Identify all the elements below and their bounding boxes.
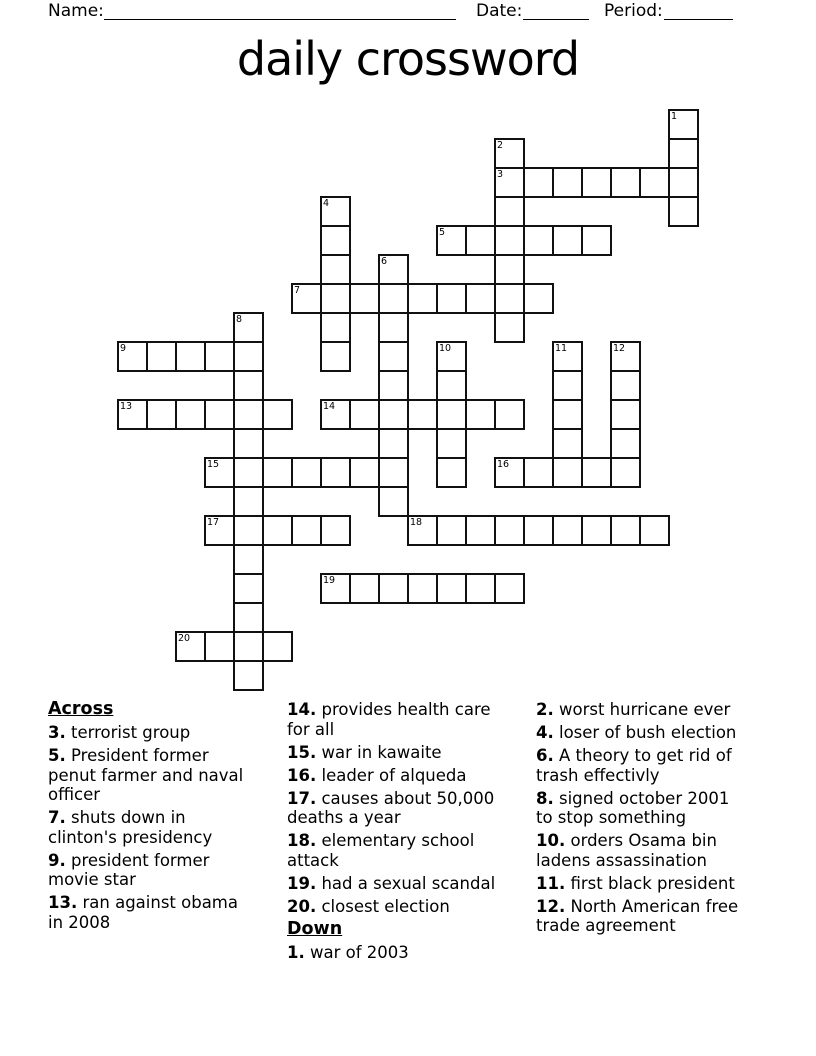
clue-number: 3. xyxy=(48,723,66,742)
grid-cell[interactable] xyxy=(233,370,264,401)
grid-cell[interactable] xyxy=(465,515,496,546)
grid-cell[interactable] xyxy=(436,370,467,401)
grid-cell[interactable] xyxy=(552,515,583,546)
grid-cell[interactable] xyxy=(378,283,409,314)
clue-across-16: 16. leader of alqueda xyxy=(287,765,467,785)
clue-column-2 xyxy=(287,700,512,966)
grid-cell-9[interactable] xyxy=(117,341,148,372)
grid-cell[interactable] xyxy=(146,399,177,430)
cell-number: 7 xyxy=(294,285,301,296)
grid-cell[interactable] xyxy=(233,486,264,517)
cell-number: 16 xyxy=(497,459,510,470)
clue-down-2: 2. worst hurricane ever xyxy=(536,700,731,719)
cell-number: 6 xyxy=(381,256,388,267)
grid-cell[interactable] xyxy=(233,341,264,372)
clue-down-8: 8. signed october 2001 to stop something xyxy=(536,788,730,827)
grid-cell[interactable] xyxy=(639,167,670,198)
clue-across-5: 5. President former penut farmer and naval officer xyxy=(48,746,244,804)
grid-cell-14[interactable] xyxy=(320,399,351,430)
grid-cell[interactable] xyxy=(668,167,699,198)
grid-cell[interactable] xyxy=(668,138,699,169)
cell-number: 19 xyxy=(323,575,336,586)
grid-cell-5[interactable] xyxy=(436,225,467,256)
grid-cell-7[interactable] xyxy=(291,283,322,314)
grid-cell-17[interactable] xyxy=(204,515,235,546)
grid-cell[interactable] xyxy=(378,573,409,604)
crossword-grid xyxy=(117,109,699,691)
clue-number: 14. xyxy=(287,700,317,719)
grid-cell[interactable] xyxy=(204,631,235,662)
clue-column-3 xyxy=(536,700,740,939)
grid-cell[interactable] xyxy=(610,515,641,546)
grid-cell[interactable] xyxy=(436,428,467,459)
grid-cell[interactable] xyxy=(233,631,264,662)
grid-cell[interactable] xyxy=(581,167,612,198)
date-label: Date: xyxy=(476,1,523,21)
name-blank-line[interactable] xyxy=(104,2,456,20)
period-blank-line[interactable] xyxy=(664,2,733,20)
grid-cell[interactable] xyxy=(204,341,235,372)
cell-number: 10 xyxy=(439,343,452,354)
clue-number: 13. xyxy=(48,893,78,912)
clue-down-12: 12. North American free trade agreement xyxy=(536,896,739,935)
grid-cell[interactable] xyxy=(436,573,467,604)
grid-cell[interactable] xyxy=(233,544,264,575)
grid-cell-10[interactable] xyxy=(436,341,467,372)
grid-cell[interactable] xyxy=(639,515,670,546)
grid-cell[interactable] xyxy=(378,457,409,488)
period-label: Period: xyxy=(604,1,663,21)
cell-number: 5 xyxy=(439,227,446,238)
clue-down-6: 6. A theory to get rid of trash effectivly xyxy=(536,746,732,785)
clue-number: 19. xyxy=(287,873,317,893)
grid-cell[interactable] xyxy=(407,283,438,314)
grid-cell[interactable] xyxy=(552,399,583,430)
grid-cell-15[interactable] xyxy=(204,457,235,488)
clue-across-13: 13. ran against obama in 2008 xyxy=(48,893,238,932)
grid-cell[interactable] xyxy=(610,428,641,459)
grid-cell[interactable] xyxy=(291,515,322,546)
clue-number: 4. xyxy=(536,723,554,742)
clue-number: 17. xyxy=(287,788,317,808)
grid-cell[interactable] xyxy=(610,370,641,401)
grid-cell[interactable] xyxy=(552,225,583,256)
grid-cell[interactable] xyxy=(610,457,641,488)
cell-number: 11 xyxy=(555,343,568,354)
grid-cell[interactable] xyxy=(436,457,467,488)
grid-cell[interactable] xyxy=(146,341,177,372)
clue-number: 8. xyxy=(536,788,554,808)
grid-cell[interactable] xyxy=(262,631,293,662)
cell-number: 12 xyxy=(613,343,626,354)
grid-cell[interactable] xyxy=(262,399,293,430)
cell-number: 13 xyxy=(120,401,133,412)
clue-number: 5. xyxy=(48,746,66,765)
grid-cell[interactable] xyxy=(175,399,206,430)
clue-number: 16. xyxy=(287,765,317,785)
grid-cell[interactable] xyxy=(552,370,583,401)
grid-cell[interactable] xyxy=(523,457,554,488)
clue-number: 12. xyxy=(536,896,566,916)
grid-cell[interactable] xyxy=(233,573,264,604)
clue-across-19: 19. had a sexual scandal xyxy=(287,873,496,893)
grid-cell[interactable] xyxy=(291,457,322,488)
clue-across-18: 18. elementary school attack xyxy=(287,831,475,870)
grid-cell[interactable] xyxy=(320,515,351,546)
grid-cell[interactable] xyxy=(262,457,293,488)
grid-cell-1[interactable] xyxy=(668,109,699,140)
cell-number: 17 xyxy=(207,517,220,528)
grid-cell-16[interactable] xyxy=(494,457,525,488)
clue-number: 20. xyxy=(287,896,317,916)
grid-cell-4[interactable] xyxy=(320,196,351,227)
cell-number: 2 xyxy=(497,140,504,151)
grid-cell[interactable] xyxy=(436,283,467,314)
grid-cell[interactable] xyxy=(233,428,264,459)
grid-cell[interactable] xyxy=(378,312,409,343)
grid-cell[interactable] xyxy=(349,283,380,314)
clue-number: 11. xyxy=(536,873,566,893)
grid-cell[interactable] xyxy=(378,486,409,517)
grid-cell[interactable] xyxy=(523,167,554,198)
clue-down-10: 10. orders Osama bin ladens assassination xyxy=(536,831,717,870)
grid-cell[interactable] xyxy=(175,341,206,372)
grid-cell[interactable] xyxy=(378,399,409,430)
grid-cell[interactable] xyxy=(494,283,525,314)
grid-cell[interactable] xyxy=(378,370,409,401)
clue-across-20: 20. closest election xyxy=(287,896,450,916)
clue-across-3: 3. terrorist group xyxy=(48,723,191,742)
cell-number: 1 xyxy=(671,111,678,122)
grid-cell[interactable] xyxy=(436,399,467,430)
across-heading: Across xyxy=(48,699,114,719)
grid-cell[interactable] xyxy=(494,196,525,227)
grid-cell[interactable] xyxy=(523,283,554,314)
grid-cell[interactable] xyxy=(320,225,351,256)
clue-across-14: 14. provides health care for all xyxy=(287,700,491,739)
date-blank-line[interactable] xyxy=(523,2,589,20)
clue-number: 2. xyxy=(536,700,554,719)
cell-number: 18 xyxy=(410,517,423,528)
cell-number: 9 xyxy=(120,343,127,354)
grid-cell[interactable] xyxy=(494,225,525,256)
grid-cell[interactable] xyxy=(349,399,380,430)
cell-number: 8 xyxy=(236,314,243,325)
grid-cell[interactable] xyxy=(233,660,264,691)
clue-number: 15. xyxy=(287,742,317,762)
grid-cell[interactable] xyxy=(523,225,554,256)
grid-cell[interactable] xyxy=(581,515,612,546)
grid-cell[interactable] xyxy=(465,225,496,256)
grid-cell-19[interactable] xyxy=(320,573,351,604)
clue-column-1 xyxy=(48,700,248,936)
grid-cell[interactable] xyxy=(407,573,438,604)
cell-number: 20 xyxy=(178,633,191,644)
grid-cell-8[interactable] xyxy=(233,312,264,343)
grid-cell[interactable] xyxy=(465,283,496,314)
grid-cell-6[interactable] xyxy=(378,254,409,285)
grid-cell[interactable] xyxy=(262,515,293,546)
clue-down-4: 4. loser of bush election xyxy=(536,723,737,742)
grid-cell[interactable] xyxy=(320,341,351,372)
grid-cell[interactable] xyxy=(494,573,525,604)
grid-cell[interactable] xyxy=(349,573,380,604)
grid-cell[interactable] xyxy=(378,428,409,459)
grid-cell[interactable] xyxy=(204,399,235,430)
grid-cell-13[interactable] xyxy=(117,399,148,430)
cell-number: 3 xyxy=(497,169,504,180)
grid-cell[interactable] xyxy=(610,167,641,198)
clue-number: 7. xyxy=(48,808,66,827)
grid-cell[interactable] xyxy=(349,457,380,488)
grid-cell-2[interactable] xyxy=(494,138,525,169)
grid-cell[interactable] xyxy=(320,283,351,314)
grid-cell-3[interactable] xyxy=(494,167,525,198)
grid-cell[interactable] xyxy=(581,457,612,488)
clue-down-1: 1. war of 2003 xyxy=(287,942,409,962)
grid-cell[interactable] xyxy=(465,573,496,604)
cell-number: 4 xyxy=(323,198,330,209)
grid-cell-11[interactable] xyxy=(552,341,583,372)
name-label: Name: xyxy=(48,1,104,21)
page-title: daily crossword xyxy=(236,32,580,86)
grid-cell[interactable] xyxy=(610,399,641,430)
grid-cell[interactable] xyxy=(436,515,467,546)
grid-cell[interactable] xyxy=(320,254,351,285)
grid-cell[interactable] xyxy=(494,399,525,430)
grid-cell[interactable] xyxy=(378,341,409,372)
grid-cell[interactable] xyxy=(233,457,264,488)
grid-cell[interactable] xyxy=(552,428,583,459)
grid-cell-12[interactable] xyxy=(610,341,641,372)
grid-cell[interactable] xyxy=(233,515,264,546)
grid-cell[interactable] xyxy=(233,602,264,633)
grid-cell-18[interactable] xyxy=(407,515,438,546)
grid-cell[interactable] xyxy=(320,457,351,488)
grid-cell[interactable] xyxy=(320,312,351,343)
clue-across-7: 7. shuts down in clinton's presidency xyxy=(48,808,213,847)
clue-number: 9. xyxy=(48,850,66,870)
grid-cell[interactable] xyxy=(494,515,525,546)
grid-cell[interactable] xyxy=(668,196,699,227)
cell-number: 15 xyxy=(207,459,220,470)
grid-cell[interactable] xyxy=(465,399,496,430)
grid-cell[interactable] xyxy=(581,225,612,256)
clue-across-17: 17. causes about 50,000 deaths a year xyxy=(287,788,495,827)
grid-cell[interactable] xyxy=(494,254,525,285)
grid-cell-20[interactable] xyxy=(175,631,206,662)
down-heading: Down xyxy=(287,918,343,939)
grid-cell[interactable] xyxy=(552,457,583,488)
clue-number: 10. xyxy=(536,831,566,850)
grid-cell[interactable] xyxy=(523,515,554,546)
clue-down-11: 11. first black president xyxy=(536,873,735,893)
clue-number: 6. xyxy=(536,746,554,765)
clue-number: 1. xyxy=(287,942,305,962)
clue-number: 18. xyxy=(287,831,317,850)
clue-across-9: 9. president former movie star xyxy=(48,850,210,889)
clue-across-15: 15. war in kawaite xyxy=(287,742,442,762)
grid-cell[interactable] xyxy=(233,399,264,430)
cell-number: 14 xyxy=(323,401,336,412)
grid-cell[interactable] xyxy=(494,312,525,343)
grid-cell[interactable] xyxy=(552,167,583,198)
grid-cell[interactable] xyxy=(407,399,438,430)
